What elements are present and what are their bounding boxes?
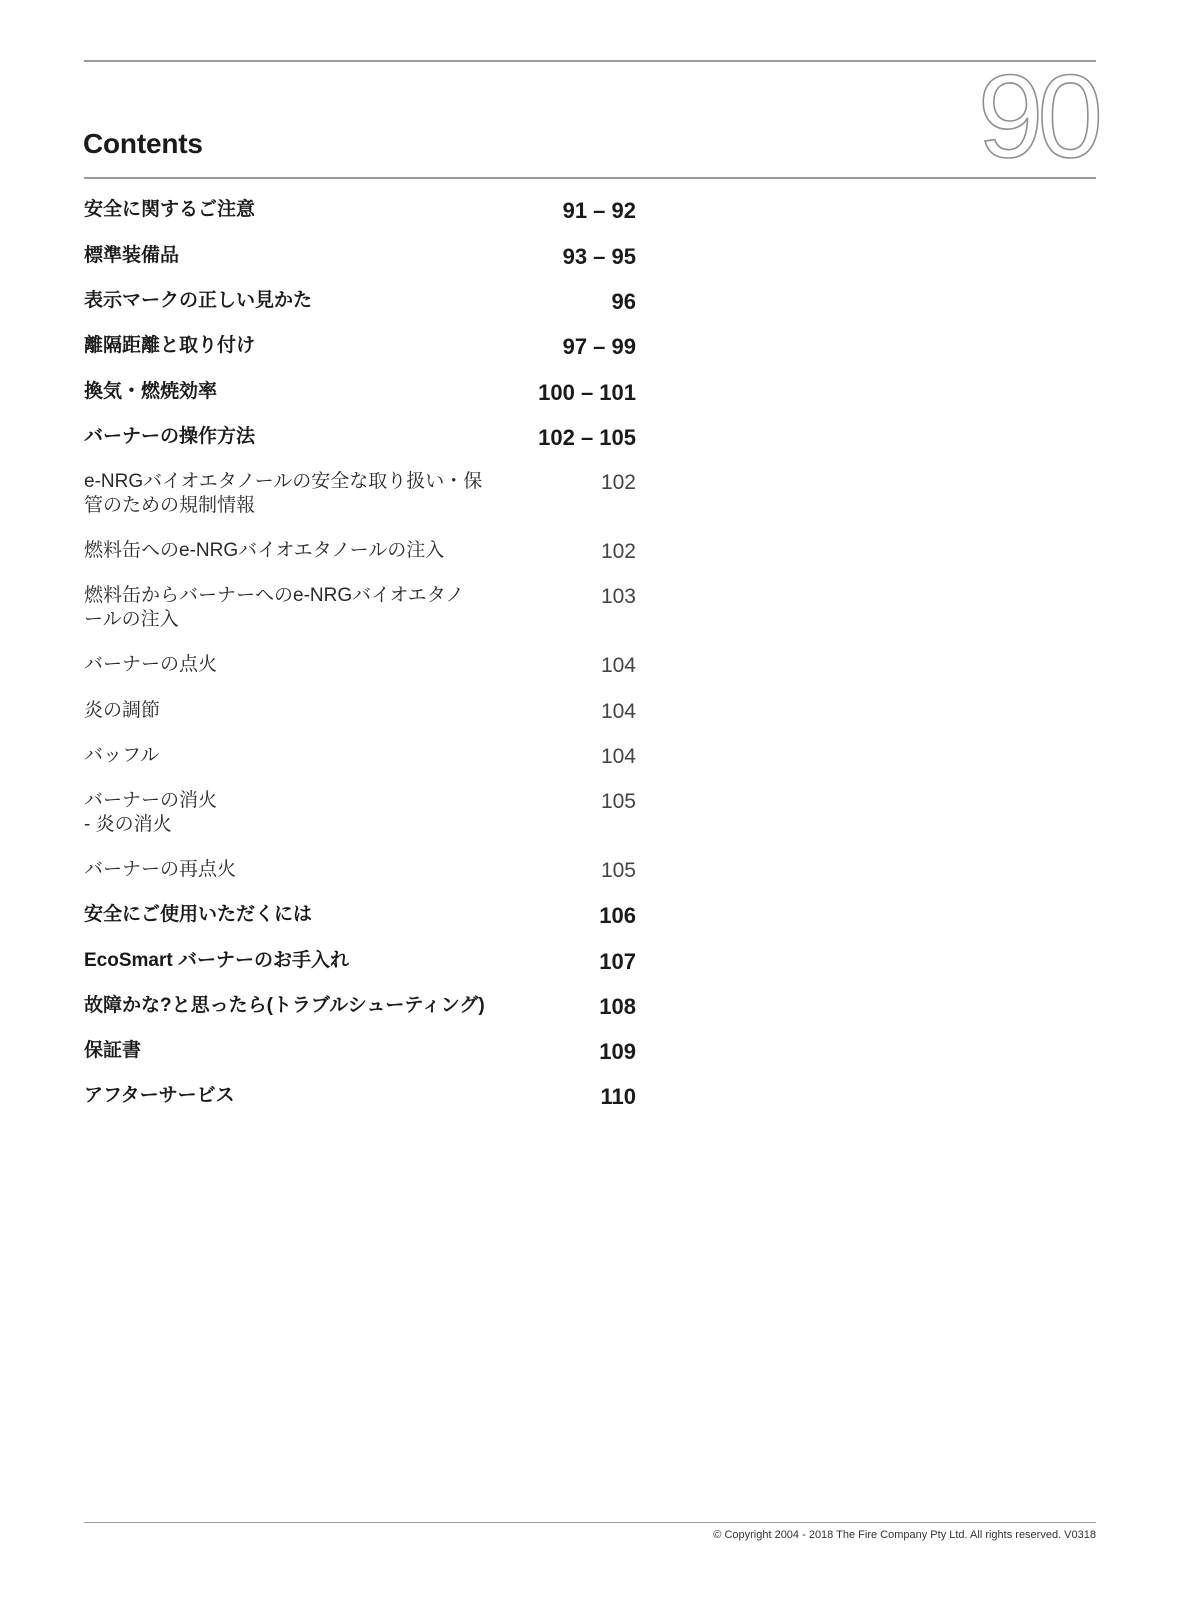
toc-entry-label: 安全にご使用いただくには (84, 904, 313, 925)
page-number: 90 (977, 51, 1097, 183)
toc-entry[interactable] (84, 699, 636, 744)
toc-entry-label: 炎の調節 (84, 700, 161, 721)
toc-entry-pages: 96 (611, 289, 636, 314)
toc-entry-label: 保証書 (84, 1040, 142, 1061)
toc-entry-label: 換気・燃焼効率 (84, 381, 218, 402)
toc-entry-pages: 100 – 101 (538, 380, 636, 405)
toc-entry-label: バーナーの点火 (84, 654, 218, 675)
toc-entry-label: 故障かな?と思ったら(トラブルシューティング) (84, 995, 485, 1016)
toc-entry[interactable] (84, 539, 636, 584)
toc-entry[interactable] (84, 1039, 636, 1084)
page-title: Contents (83, 128, 203, 159)
toc-entry-pages: 110 (600, 1084, 636, 1109)
toc-entry-label: 燃料缶からバーナーへのe-NRGバイオエタノールの注入 (84, 585, 465, 630)
toc-entry-label: 標準装備品 (84, 245, 180, 266)
toc-entry[interactable] (84, 584, 636, 653)
toc-entry[interactable] (84, 858, 636, 903)
toc-entry-pages: 104 (600, 700, 636, 723)
toc-entry-label: バーナーの操作方法 (84, 426, 256, 447)
toc-entry-label: 安全に関するご注意 (84, 199, 256, 220)
toc-entry-pages: 104 (600, 654, 636, 677)
toc-entry-pages: 102 – 105 (538, 425, 636, 450)
toc-entry-label: バッフル (84, 745, 160, 766)
toc-entry[interactable] (84, 289, 636, 334)
toc-entry-pages: 93 – 95 (562, 244, 636, 269)
footer-rule (84, 1522, 1096, 1523)
toc-entry-pages: 106 (599, 903, 636, 928)
toc-entry[interactable] (84, 994, 636, 1039)
toc-entry-pages: 109 (599, 1039, 636, 1064)
toc-entry-label: EcoSmart バーナーのお手入れ (84, 950, 349, 971)
toc-entry[interactable] (84, 949, 636, 994)
toc-entry[interactable] (84, 903, 636, 949)
toc-entry[interactable] (84, 334, 636, 380)
table-of-contents (84, 198, 636, 1129)
toc-entry-label: バーナーの再点火 (84, 859, 237, 880)
toc-entry-pages: 102 (600, 540, 636, 563)
toc-entry[interactable] (84, 198, 636, 244)
toc-entry-pages: 97 – 99 (562, 334, 636, 359)
toc-entry-pages: 102 (600, 471, 636, 494)
toc-entry[interactable] (84, 425, 636, 470)
toc-entry-pages: 105 (600, 859, 636, 882)
toc-entry-pages: 107 (599, 949, 636, 974)
toc-entry-label: e-NRGバイオエタノールの安全な取り扱い・保管のための規制情報 (84, 471, 483, 516)
toc-entry-pages: 108 (599, 994, 636, 1019)
toc-entry-label: 離隔距離と取り付け (84, 335, 256, 356)
toc-entry-label: バーナーの消火 - 炎の消火 (84, 790, 218, 835)
toc-entry-label: 表示マークの正しい見かた (84, 290, 313, 311)
toc-entry[interactable] (84, 470, 636, 539)
toc-entry-label: アフターサービス (84, 1085, 235, 1106)
header-rule (84, 177, 1096, 179)
toc-entry-pages: 104 (600, 745, 636, 768)
toc-entry-pages: 105 (600, 790, 636, 813)
toc-entry[interactable] (84, 744, 636, 789)
top-rule (84, 60, 1096, 62)
toc-entry-pages: 91 – 92 (562, 198, 636, 223)
toc-entry[interactable] (84, 380, 636, 425)
toc-entry-pages: 103 (600, 585, 636, 608)
toc-entry[interactable] (84, 244, 636, 289)
toc-entry[interactable] (84, 653, 636, 699)
copyright-notice: © Copyright 2004 - 2018 The Fire Company Pty Ltd. All rights reserved. V0318 (713, 1529, 1096, 1541)
toc-entry-label: 燃料缶へのe-NRGバイオエタノールの注入 (84, 540, 445, 561)
toc-entry[interactable] (84, 1084, 636, 1129)
toc-entry[interactable] (84, 789, 636, 858)
